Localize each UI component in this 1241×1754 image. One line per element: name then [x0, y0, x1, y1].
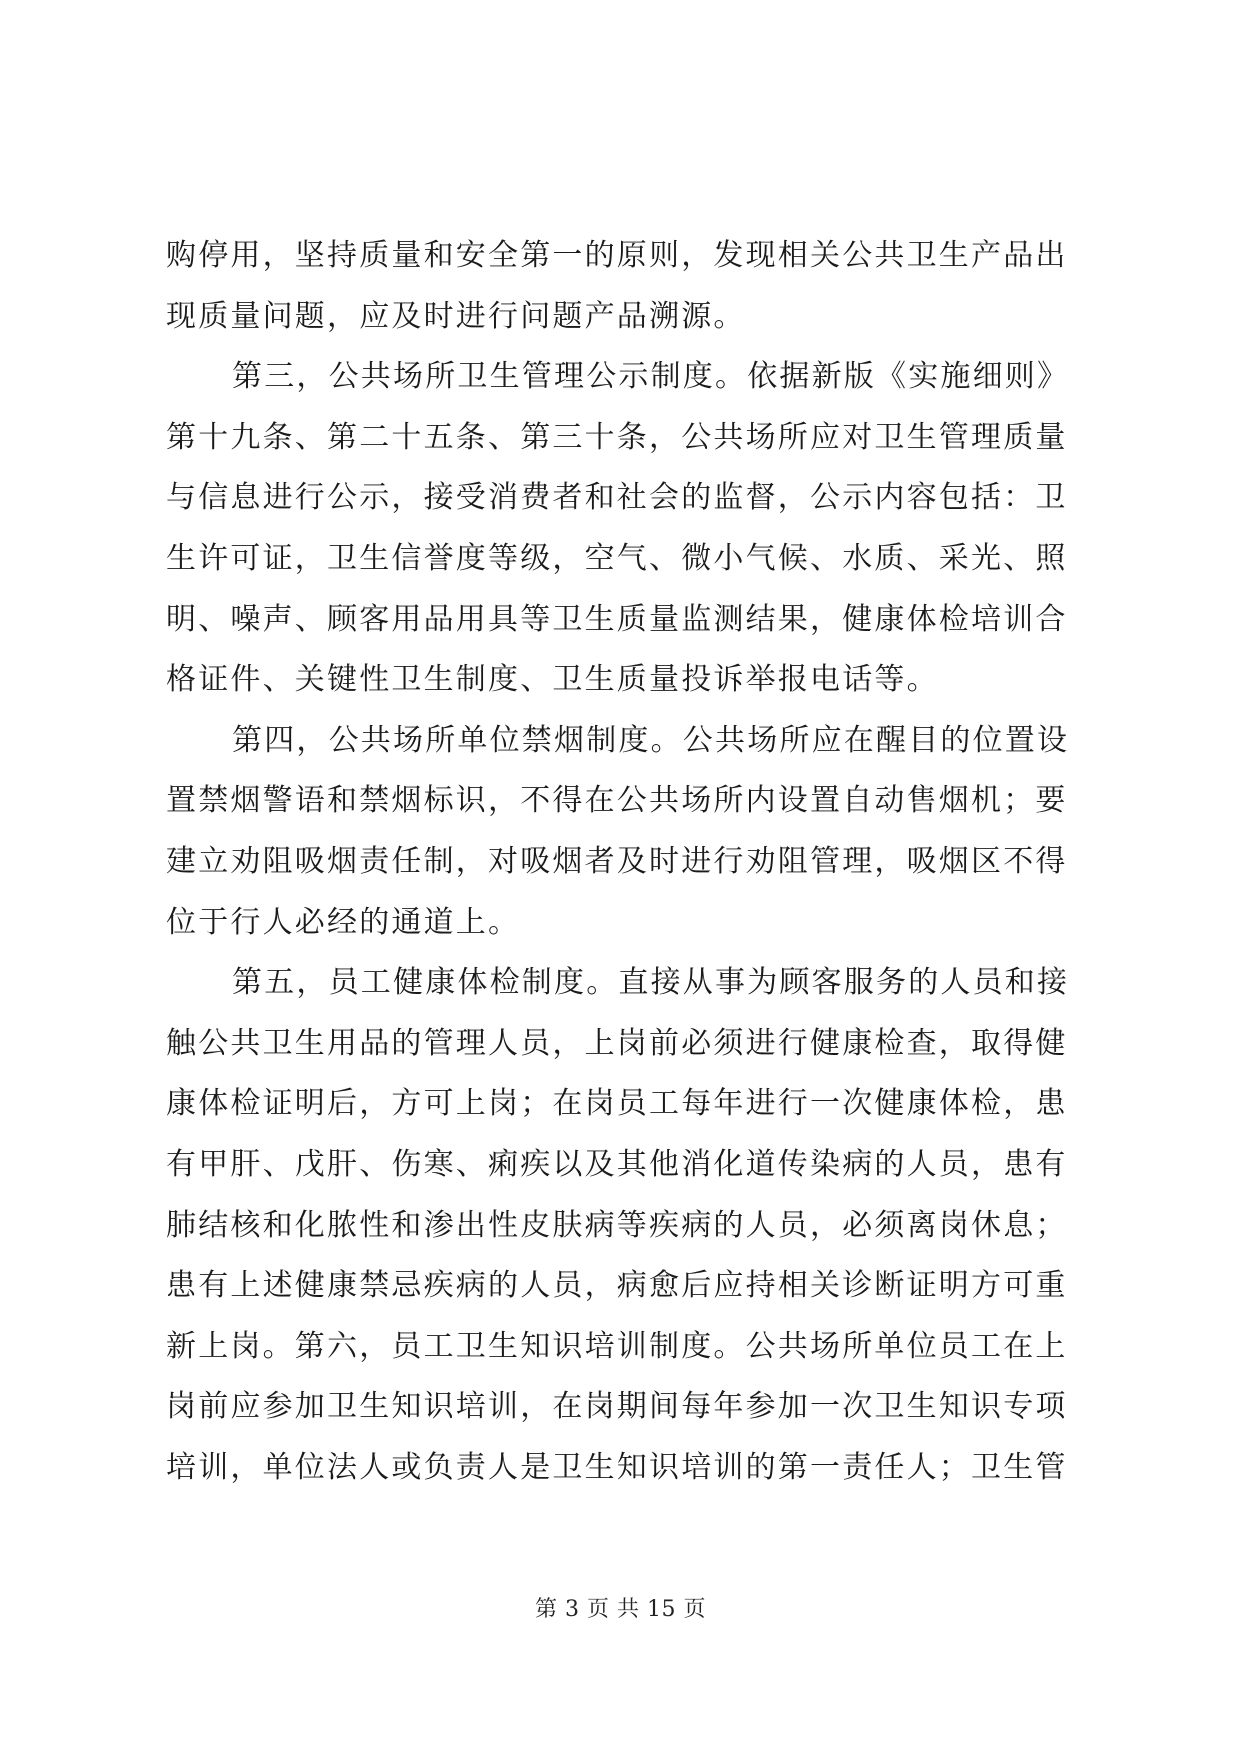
text-line: 肺结核和化脓性和渗出性皮肤病等疾病的人员，必须离岗休息； — [166, 1207, 1068, 1243]
text-line: 触公共卫生用品的管理人员，上岗前必须进行健康检查，取得健 — [166, 1025, 1068, 1061]
text-line: 格证件、关键性卫生制度、卫生质量投诉举报电话等。 — [166, 662, 939, 698]
paragraph-start-line: 第五，员工健康体检制度。直接从事为顾客服务的人员和接 — [232, 965, 1070, 1001]
page-footer: 第 3 页 共 15 页 — [535, 1597, 706, 1622]
text-line: 康体检证明后，方可上岗；在岗员工每年进行一次健康体检，患 — [166, 1086, 1068, 1122]
text-line: 明、噪声、顾客用品用具等卫生质量监测结果，健康体检培训合 — [166, 601, 1068, 637]
text-line: 置禁烟警语和禁烟标识，不得在公共场所内设置自动售烟机；要 — [166, 783, 1068, 819]
text-line: 生许可证，卫生信誉度等级，空气、微小气候、水质、采光、照 — [166, 540, 1068, 576]
text-line: 与信息进行公示，接受消费者和社会的监督，公示内容包括：卫 — [166, 480, 1068, 516]
text-line: 现质量问题，应及时进行问题产品溯源。 — [166, 298, 746, 334]
text-line: 岗前应参加卫生知识培训，在岗期间每年参加一次卫生知识专项 — [166, 1389, 1068, 1425]
text-line: 培训，单位法人或负责人是卫生知识培训的第一责任人；卫生管 — [166, 1449, 1068, 1485]
text-line: 新上岗。第六，员工卫生知识培训制度。公共场所单位员工在上 — [166, 1328, 1068, 1364]
document-body — [166, 226, 1078, 1498]
text-line: 有甲肝、戊肝、伤寒、痢疾以及其他消化道传染病的人员，患有 — [166, 1146, 1068, 1182]
text-line: 位于行人必经的通道上。 — [166, 904, 521, 940]
paragraph-start-line: 第四，公共场所单位禁烟制度。公共场所应在醒目的位置设 — [232, 722, 1070, 758]
text-line: 购停用，坚持质量和安全第一的原则，发现相关公共卫生产品出 — [166, 238, 1068, 273]
text-line: 第十九条、第二十五条、第三十条，公共场所应对卫生管理质量 — [166, 419, 1068, 455]
text-line: 建立劝阻吸烟责任制，对吸烟者及时进行劝阻管理，吸烟区不得 — [166, 843, 1068, 879]
text-line: 患有上述健康禁忌疾病的人员，病愈后应持相关诊断证明方可重 — [166, 1268, 1068, 1304]
paragraph-start-line: 第三，公共场所卫生管理公示制度。依据新版《实施细则》 — [232, 359, 1070, 395]
